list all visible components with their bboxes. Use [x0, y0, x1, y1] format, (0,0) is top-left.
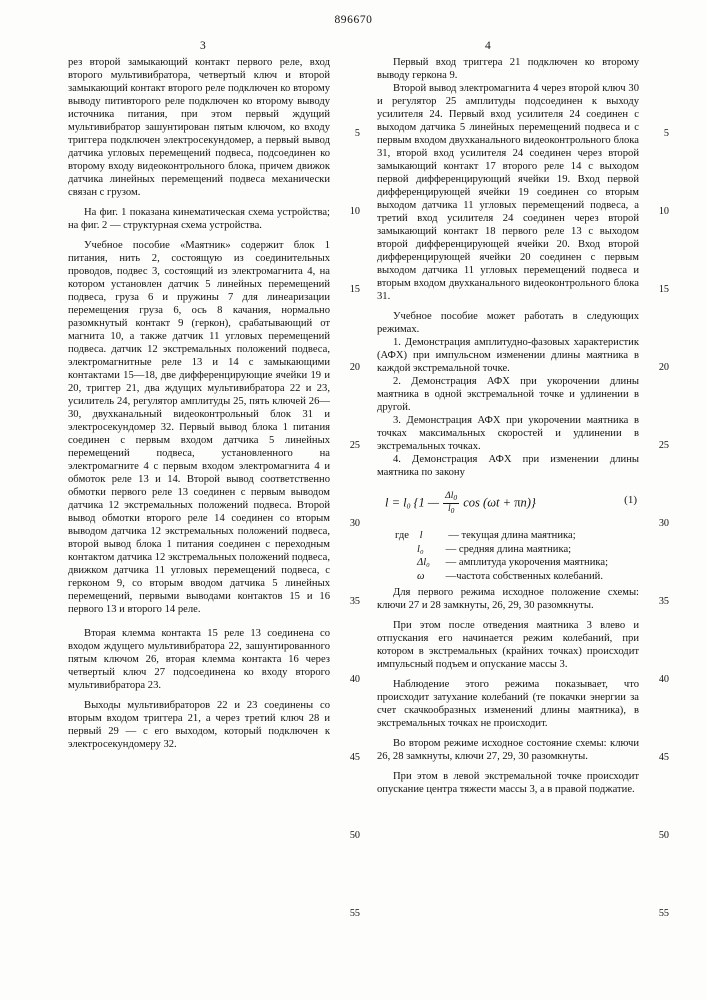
line-number: 15 [349, 284, 360, 295]
definitions-lead: где l — текущая длина маятника; [395, 530, 576, 541]
definition-item [377, 570, 639, 584]
line-number: 25 [658, 440, 669, 451]
line-number: 20 [658, 362, 669, 373]
paragraph: При этом в левой экстремальной точке происходит опускание центра тяжести массы 3, а в правой поджатие. [377, 771, 639, 796]
right-column-number: 4 [485, 40, 491, 52]
paragraph: Для первого режима исходное положение схемы: ключи 27 и 28 замкнуты, 26, 29, 30 разомкнуты. [377, 587, 639, 612]
paragraph: На фиг. 1 показана кинематическая схема устройства; на фиг. 2 — структурная схема устройства. [68, 207, 330, 231]
definition-symbol: l [419, 530, 423, 541]
definition-symbol: Δl₀ [417, 557, 430, 569]
definition-text: — средняя длина маятника; [445, 543, 572, 555]
line-number: 5 [354, 128, 360, 139]
paragraph: Выходы мультивибраторов 22 и 23 соединены со вторым входом триггера 21, а через третий ключ 28 и первый 29 — с его выходом, который подключен к электросекундомеру 32. [68, 700, 330, 750]
line-number: 40 [658, 674, 669, 685]
formula-block [377, 488, 639, 522]
line-number: 35 [658, 596, 669, 607]
line-number: 10 [658, 206, 669, 217]
definition-item [377, 556, 639, 570]
definition-symbol: l₀ [417, 543, 424, 555]
paragraph: рез второй замыкающий контакт первого реле, вход второго мультивибратора, четвертый ключ и второй замыкающий контакт второго реле подключен ко второму выводу питивторого реле подключен ко второму выводу источника питания, при этом первый ждущий мультивибратор зашунтирован пятым ключом, ко входу триггера подключен электросекундомер, а первый вывод датчика угловых перемещений подвеса, подсоединен ко второму входу видеоконтрольного блока, причем движок датчика линейных перемещений подвеса механически связан с грузом. [68, 57, 330, 198]
line-number: 5 [663, 128, 669, 139]
paragraph: Вторая клемма контакта 15 реле 13 соединена со входом ждущего мультивибратора 22, зашунтированного пятым ключом 26, вторая клемма контакта 16 через четвертый ключ 27 подсоединена ко входу второго мультивибратора 23. [68, 628, 330, 691]
formula-fraction: $\frac{\Delta l_0}{l_0}$ [445, 491, 458, 515]
line-number: 50 [349, 830, 360, 841]
left-text-column [68, 56, 330, 751]
line-number: 15 [658, 284, 669, 295]
line-number: 20 [349, 362, 360, 373]
line-number: 25 [349, 440, 360, 451]
formula-definitions [377, 529, 639, 583]
paragraph: 1. Демонстрация амплитудно-фазовых характеристик (АФХ) при импульсном изменении длины маятника в каждой экстремальной точке. [377, 337, 639, 374]
line-number: 35 [349, 596, 360, 607]
line-number: 30 [658, 518, 669, 529]
paragraph: Во втором режиме исходное состояние схемы: ключи 26, 28 замкнуты, ключи 27, 29, 30 разомкнуты. [377, 738, 639, 763]
definition-text: — амплитуда укорочения маятника; [445, 557, 609, 569]
paragraph: Второй вывод электромагнита 4 через второй ключ 30 и регулятор 25 амплитуды подсоединен к выходу усилителя 24. Первый вход усилителя 24 соединен с выходом датчика 5 линейных перемещений подвеса и с первым входом двухканального видеоконтрольного блока 31, второй вход усилителя 24 соединен через второй замыкающий контакт 17 второго реле 14 с выходом первой дифференцирующий ячейки 19. Вход первой дифференцирующей ячейки 19 соединен со вторым выходом датчика 11 угловых перемещений подвеса, а третий вход усилителя 24 соединен через второй замыкающий контакт 18 первого реле 13 с выходом второй дифференцирующей ячейки 20. Вход второй дифференцирующей ячейки 20 соединен с первым выходом датчика 11 угловых перемещений подвеса и вторым входом двухканального видеоконтрольного блока 31. [377, 83, 639, 302]
paragraph: 2. Демонстрация АФХ при укорочении длины маятника в одной экстремальной точке и удлинении в другой. [377, 376, 639, 413]
definition-item [377, 543, 639, 557]
line-number: 30 [349, 518, 360, 529]
formula-number: (1) [624, 494, 637, 506]
left-column-number: 3 [200, 40, 206, 52]
definition-text: — текущая длина маятника; [448, 530, 576, 541]
line-number: 10 [349, 206, 360, 217]
definition-text: —частота собственных колебаний. [445, 570, 604, 582]
formula-expression: $l = l_0$ {1 — $\frac{\Delta l_0}{l_0}$ cos (ωt + πn)} [385, 491, 536, 515]
paragraph: Первый вход триггера 21 подключен ко второму выводу геркона 9. [377, 57, 639, 81]
paragraph: Учебное пособие может работать в следующих режимах. [377, 311, 639, 335]
paragraph: 3. Демонстрация АФХ при укорочении маятника в точках максимальных скоростей и удлинении в экстремальных точках. [377, 415, 639, 452]
paragraph: Учебное пособие «Маятник» содержит блок 1 питания, нить 2, состоящую из соединительных проводов, подвес 3, состоящий из электромагнита 4, на котором установлен датчик 5 линейных перемещений подвеса, груза 6 и пружины 7 для линеаризации перемещения груза 6, ось 8 качания, нормально разомкнутый контакт 9 (геркон), срабатывающий от магнита 10, а также датчик 11 угловых перемещений подвеса. датчик 12 экстремальных положений подвеса, электромагнитные реле 13 и 14 с замыкающими контактами 15—18, две дифференцирующие ячейки 19 и 20, триггер 21, два ждущих мультивибратора 22 и 23, усилитель 24, регулятор амплитуды 25, пять ключей 26—30, двухканальный видеоконтрольный блок 31 и электросекундомер 32. Первый вывод блока 1 питания соединен с первым входом датчика 5 линейных перемещений подвеса, установленного на электромагните 4 с первым входом электромагнита 4 и обмоток реле 13 и 14. Второй вывод соответственно обмотки первого реле 13 соединен с первым выводом датчика 12 экстремальных положений подвеса. Второй вывод обмотки второго реле 14 соединен со вторым выводом датчика 12 экстремальных положений подвеса, второй вывод блока 1 питания соединен с переходным контактом датчика 12 экстремальных положений подвеса, движком датчика 11 угловых перемещений подвеса, с герконом 9, со вторым вводом датчика 5 линейных перемещений, первыми выводами контактов 15 и 16 первого 13 и второго 14 реле. [68, 240, 330, 615]
line-number: 55 [349, 908, 360, 919]
paragraph: Наблюдение этого режима показывает, что происходит затухание колебаний (те покачки энергии за счет скачкообразных изменений длины маятника), в экстремальных точках не происходит. [377, 679, 639, 730]
paragraph: При этом после отведения маятника 3 влево и отпускания его начинается режим колебаний, при котором в экстремальных (крайних точках) происходит импульсный подъем и опускание массы 3. [377, 620, 639, 671]
line-number: 50 [658, 830, 669, 841]
line-number: 40 [349, 674, 360, 685]
patent-number: 896670 [334, 14, 373, 26]
paragraph: 4. Демонстрация АФХ при изменении длины маятника по закону [377, 454, 639, 478]
right-text-column [377, 56, 639, 796]
line-number: 45 [658, 752, 669, 763]
definition-symbol: ω [417, 570, 425, 582]
line-number: 45 [349, 752, 360, 763]
line-number: 55 [658, 908, 669, 919]
